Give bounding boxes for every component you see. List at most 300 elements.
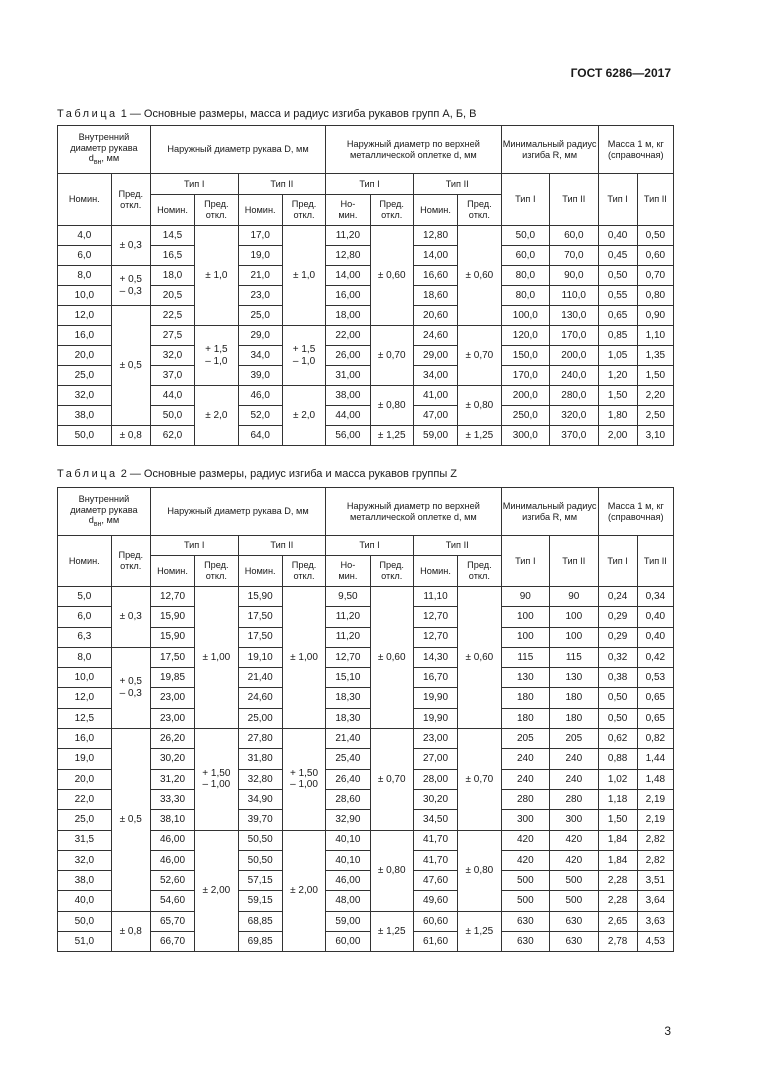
mass-type2-cell: 1,48 [637,769,673,789]
outer-type2-cell: 24,60 [238,688,282,708]
inner-diameter-cell: 10,0 [58,668,112,688]
braid-diameter-header: Наружный диаметр по верхней металлической оплетке d, мм [326,488,501,536]
tolerance-subheader: Пред. откл. [195,195,238,226]
table-row [58,587,674,607]
outer-type2-cell: 69,85 [238,932,282,952]
table-row [58,911,674,931]
tolerance-subheader: Пред. откл. [195,556,238,587]
outer-type2-cell: 17,0 [238,226,282,246]
outer-type1-cell: 31,20 [150,769,194,789]
mass-type1-cell: 0,88 [598,749,637,769]
outer-type2-tolerance-cell: ± 1,00 [282,587,325,729]
tolerance-subheader: Пред. откл. [282,195,325,226]
outer-type2-cell: 27,80 [238,729,282,749]
braid-type2-cell: 16,60 [413,266,457,286]
braid-type1-cell: 26,00 [326,346,370,366]
outer-type2-cell: 15,90 [238,587,282,607]
inner-diameter-cell: 6,3 [58,627,112,647]
outer-type2-cell: 57,15 [238,871,282,891]
braid-type1-cell: 38,00 [326,386,370,406]
min-radius-header: Минимальный радиус изгиба R, мм [501,488,598,536]
braid-type2-tolerance-cell: ± 1,25 [458,426,501,446]
radius-type1-cell: 120,0 [501,326,549,346]
braid-type1-cell: 12,80 [326,246,370,266]
mass-type2-cell: 4,53 [637,932,673,952]
inner-diameter-cell: 50,0 [58,426,112,446]
braid-type1-cell: 14,00 [326,266,370,286]
outer-type1-tolerance-cell: ± 2,0 [195,386,238,446]
radius-type2-cell: 90 [550,587,599,607]
braid-type1-cell: 26,40 [326,769,370,789]
table-row [58,769,674,789]
table-row [58,810,674,830]
outer-type1-tolerance-cell: ± 2,00 [195,830,238,952]
mass-type1-cell: 0,85 [598,326,637,346]
radius-type2-header: Тип II [550,536,599,587]
nomin-subheader: Номин. [150,556,194,587]
outer-diameter-header: Наружный диаметр рукава D, мм [150,488,325,536]
inner-tolerance-cell: + 0,5 – 0,3 [111,647,150,728]
braid-type2-tolerance-cell: ± 1,25 [458,911,501,952]
inner-diameter-cell: 4,0 [58,226,112,246]
table-row [58,306,674,326]
mass-type2-cell: 2,19 [637,789,673,809]
outer-type2-cell: 59,15 [238,891,282,911]
braid-type2-cell: 12,80 [413,226,457,246]
braid-type2-cell: 41,70 [413,830,457,850]
radius-type2-cell: 70,0 [550,246,599,266]
tolerance-subheader: Пред. откл. [458,556,501,587]
mass-type2-cell: 2,50 [637,406,673,426]
mass-type1-cell: 0,32 [598,647,637,667]
table-row [58,426,674,446]
braid-diameter-header: Наружный диаметр по верхней металлической оплетке d, мм [326,126,501,174]
table-row [58,891,674,911]
mass-type2-cell: 0,50 [637,226,673,246]
radius-type2-cell: 205 [550,729,599,749]
inner-diameter-cell: 38,0 [58,406,112,426]
outer-type2-cell: 23,0 [238,286,282,306]
braid-type1-cell: 11,20 [326,607,370,627]
radius-type2-cell: 100 [550,607,599,627]
radius-type1-cell: 280 [501,789,549,809]
inner-diameter-cell: 12,5 [58,708,112,728]
radius-type1-cell: 100 [501,627,549,647]
inner-diameter-cell: 20,0 [58,346,112,366]
braid-type1-tolerance-cell: ± 1,25 [370,911,413,952]
braid-type1-cell: 12,70 [326,647,370,667]
radius-type2-cell: 370,0 [550,426,599,446]
mass-type2-cell: 2,82 [637,850,673,870]
inner-diameter-cell: 6,0 [58,246,112,266]
braid-type2-cell: 23,00 [413,729,457,749]
radius-type1-cell: 80,0 [501,286,549,306]
braid-type2-cell: 61,60 [413,932,457,952]
tolerance-subheader: Пред. откл. [370,195,413,226]
outer-type2-tolerance-cell: ± 1,0 [282,226,325,326]
standard-header: ГОСТ 6286—2017 [570,66,671,80]
radius-type1-cell: 300 [501,810,549,830]
outer-type2-cell: 52,0 [238,406,282,426]
mass-type1-header: Тип I [598,536,637,587]
table-row [58,688,674,708]
radius-type2-cell: 420 [550,830,599,850]
table-row [58,346,674,366]
table1 [57,125,674,446]
mass-type1-cell: 0,62 [598,729,637,749]
outer-type1-tolerance-cell: ± 1,0 [195,226,238,326]
braid-type1-tolerance-cell: ± 0,80 [370,830,413,911]
braid-type1-header: Тип I [326,536,414,556]
radius-type2-cell: 500 [550,891,599,911]
outer-diameter-header: Наружный диаметр рукава D, мм [150,126,325,174]
mass-type1-cell: 2,28 [598,891,637,911]
radius-type2-cell: 300 [550,810,599,830]
radius-type1-header: Тип I [501,174,549,226]
outer-type1-cell: 20,5 [150,286,194,306]
outer-type2-cell: 46,0 [238,386,282,406]
outer-type1-cell: 16,5 [150,246,194,266]
mass-type1-cell: 1,50 [598,386,637,406]
outer-type1-tolerance-cell: + 1,5 – 1,0 [195,326,238,386]
inner-tolerance-cell: ± 0,5 [111,306,150,426]
braid-type2-cell: 41,00 [413,386,457,406]
outer-type2-cell: 25,00 [238,708,282,728]
radius-type2-cell: 240 [550,769,599,789]
inner-diameter-cell: 8,0 [58,647,112,667]
outer-type1-cell: 23,00 [150,688,194,708]
radius-type2-cell: 180 [550,688,599,708]
mass-type1-cell: 1,84 [598,850,637,870]
mass-type1-cell: 0,50 [598,266,637,286]
table-row [58,366,674,386]
table-row [58,386,674,406]
tolerance-header: Пред. откл. [111,536,150,587]
braid-type2-cell: 12,70 [413,627,457,647]
braid-type2-tolerance-cell: ± 0,60 [458,226,501,326]
min-radius-header: Минимальный радиус изгиба R, мм [501,126,598,174]
outer-type2-cell: 39,0 [238,366,282,386]
radius-type1-cell: 180 [501,708,549,728]
inner-diameter-cell: 50,0 [58,911,112,931]
radius-type1-cell: 80,0 [501,266,549,286]
mass-type2-cell: 3,10 [637,426,673,446]
radius-type1-cell: 500 [501,871,549,891]
table-row [58,871,674,891]
braid-type2-header: Тип II [413,536,501,556]
braid-type2-cell: 14,30 [413,647,457,667]
table-row [58,266,674,286]
radius-type2-cell: 200,0 [550,346,599,366]
outer-type1-tolerance-cell: + 1,50 – 1,00 [195,729,238,830]
table-row [58,627,674,647]
nomin-subheader: Но- мин. [326,556,370,587]
outer-type2-cell: 50,50 [238,850,282,870]
braid-type2-cell: 30,20 [413,789,457,809]
radius-type1-cell: 630 [501,932,549,952]
mass-type2-cell: 0,34 [637,587,673,607]
outer-type1-cell: 62,0 [150,426,194,446]
inner-diameter-cell: 32,0 [58,850,112,870]
outer-type1-cell: 46,00 [150,850,194,870]
mass-type2-cell: 1,10 [637,326,673,346]
radius-type1-cell: 115 [501,647,549,667]
outer-type2-cell: 32,80 [238,769,282,789]
inner-diameter-cell: 20,0 [58,769,112,789]
braid-type1-cell: 48,00 [326,891,370,911]
table2-caption-word: Таблица [57,468,118,480]
table-row [58,789,674,809]
outer-type1-cell: 15,90 [150,607,194,627]
inner-diameter-cell: 16,0 [58,326,112,346]
tolerance-subheader: Пред. откл. [458,195,501,226]
braid-type2-cell: 28,00 [413,769,457,789]
radius-type1-cell: 100 [501,607,549,627]
braid-type2-cell: 34,00 [413,366,457,386]
mass-type2-cell: 1,44 [637,749,673,769]
mass-type2-cell: 0,80 [637,286,673,306]
outer-type1-cell: 17,50 [150,647,194,667]
radius-type2-cell: 630 [550,932,599,952]
mass-type2-header: Тип II [637,174,673,226]
radius-type2-cell: 110,0 [550,286,599,306]
outer-type2-tolerance-cell: + 1,5 – 1,0 [282,326,325,386]
mass-type1-cell: 0,24 [598,587,637,607]
outer-type2-tolerance-cell: + 1,50 – 1,00 [282,729,325,830]
radius-type1-cell: 60,0 [501,246,549,266]
outer-type2-cell: 29,0 [238,326,282,346]
mass-type1-cell: 2,28 [598,871,637,891]
table1-caption [57,108,477,120]
braid-type2-cell: 34,50 [413,810,457,830]
nomin-subheader: Но- мин. [326,195,370,226]
braid-type1-cell: 16,00 [326,286,370,306]
table-row [58,286,674,306]
inner-diameter-cell: 12,0 [58,306,112,326]
radius-type1-cell: 250,0 [501,406,549,426]
tolerance-header: Пред. откл. [111,174,150,226]
nomin-subheader: Номин. [150,195,194,226]
outer-type2-tolerance-cell: ± 2,00 [282,830,325,952]
outer-type2-tolerance-cell: ± 2,0 [282,386,325,446]
braid-type2-cell: 20,60 [413,306,457,326]
mass-type1-cell: 0,65 [598,306,637,326]
inner-diameter-cell: 12,0 [58,688,112,708]
mass-type2-cell: 0,65 [637,688,673,708]
outer-type2-cell: 34,0 [238,346,282,366]
braid-type1-cell: 25,40 [326,749,370,769]
braid-type1-cell: 22,00 [326,326,370,346]
braid-type2-cell: 59,00 [413,426,457,446]
mass-type2-cell: 0,65 [637,708,673,728]
table-row [58,647,674,667]
braid-type1-cell: 44,00 [326,406,370,426]
outer-type2-cell: 50,50 [238,830,282,850]
outer-type2-cell: 19,10 [238,647,282,667]
radius-type1-cell: 200,0 [501,386,549,406]
inner-tolerance-cell: ± 0,3 [111,587,150,648]
mass-type2-cell: 0,53 [637,668,673,688]
braid-type2-cell: 24,60 [413,326,457,346]
nomin-header: Номин. [58,536,112,587]
inner-diameter-cell: 38,0 [58,871,112,891]
radius-type2-cell: 180 [550,708,599,728]
outer-type2-cell: 68,85 [238,911,282,931]
mass-type1-cell: 0,45 [598,246,637,266]
braid-type2-tolerance-cell: ± 0,80 [458,386,501,426]
table-row [58,830,674,850]
radius-type1-cell: 500 [501,891,549,911]
mass-type2-cell: 1,35 [637,346,673,366]
radius-type1-cell: 150,0 [501,346,549,366]
table2 [57,487,674,952]
nomin-subheader: Номин. [413,195,457,226]
inner-diameter-cell: 19,0 [58,749,112,769]
braid-type1-cell: 18,30 [326,688,370,708]
braid-type2-cell: 12,70 [413,607,457,627]
nomin-subheader: Номин. [413,556,457,587]
braid-type1-cell: 59,00 [326,911,370,931]
outer-type2-cell: 31,80 [238,749,282,769]
radius-type1-cell: 170,0 [501,366,549,386]
radius-type1-cell: 100,0 [501,306,549,326]
braid-type1-tolerance-cell: ± 0,60 [370,226,413,326]
braid-type2-cell: 19,90 [413,688,457,708]
radius-type2-cell: 100 [550,627,599,647]
outer-type2-cell: 21,0 [238,266,282,286]
radius-type2-cell: 90,0 [550,266,599,286]
inner-diameter-cell: 25,0 [58,810,112,830]
mass-type1-cell: 0,38 [598,668,637,688]
outer-type1-cell: 65,70 [150,911,194,931]
table-row [58,607,674,627]
mass-type1-cell: 0,50 [598,688,637,708]
braid-type2-cell: 27,00 [413,749,457,769]
inner-diameter-header: Внутренний диаметр рукава $d_{вн}$, мм [58,488,151,536]
outer-type1-cell: 27,5 [150,326,194,346]
table1-caption-text: 1 — Основные размеры, масса и радиус изгиба рукавов групп А, Б, В [120,108,477,120]
braid-type2-tolerance-cell: ± 0,60 [458,587,501,729]
mass-type1-cell: 1,20 [598,366,637,386]
mass-type2-cell: 0,40 [637,627,673,647]
radius-type1-cell: 90 [501,587,549,607]
radius-type1-cell: 205 [501,729,549,749]
inner-tolerance-cell: ± 0,3 [111,226,150,266]
braid-type2-cell: 18,60 [413,286,457,306]
braid-type2-tolerance-cell: ± 0,70 [458,326,501,386]
braid-type1-cell: 15,10 [326,668,370,688]
table-row [58,749,674,769]
mass-type1-cell: 1,02 [598,769,637,789]
mass-type1-cell: 0,55 [598,286,637,306]
outer-type1-cell: 66,70 [150,932,194,952]
outer-type1-tolerance-cell: ± 1,00 [195,587,238,729]
radius-type2-cell: 170,0 [550,326,599,346]
radius-type1-cell: 180 [501,688,549,708]
radius-type2-cell: 500 [550,871,599,891]
mass-type1-cell: 1,05 [598,346,637,366]
braid-type2-cell: 14,00 [413,246,457,266]
radius-type2-cell: 420 [550,850,599,870]
inner-diameter-cell: 51,0 [58,932,112,952]
outer-type2-cell: 34,90 [238,789,282,809]
mass-type2-cell: 3,64 [637,891,673,911]
braid-type2-tolerance-cell: ± 0,80 [458,830,501,911]
outer-type1-header: Тип I [150,536,238,556]
mass-type1-cell: 2,00 [598,426,637,446]
outer-type1-cell: 54,60 [150,891,194,911]
braid-type2-cell: 47,00 [413,406,457,426]
radius-type1-header: Тип I [501,536,549,587]
braid-type1-tolerance-cell: ± 0,70 [370,326,413,386]
nomin-header: Номин. [58,174,112,226]
radius-type2-cell: 115 [550,647,599,667]
outer-type1-cell: 23,00 [150,708,194,728]
mass-type2-cell: 0,40 [637,607,673,627]
mass-type1-cell: 2,78 [598,932,637,952]
mass-type2-cell: 2,19 [637,810,673,830]
inner-tolerance-cell: ± 0,8 [111,911,150,952]
braid-type2-cell: 11,10 [413,587,457,607]
mass-header: Масса 1 м, кг (справочная) [598,488,673,536]
page-number: 3 [664,1024,671,1038]
mass-type2-cell: 2,82 [637,830,673,850]
mass-type2-header: Тип II [637,536,673,587]
braid-type1-cell: 21,40 [326,729,370,749]
outer-type2-header: Тип II [238,174,326,195]
radius-type1-cell: 130 [501,668,549,688]
inner-diameter-header: Внутренний диаметр рукава $d_{вн}$, мм [58,126,151,174]
inner-tolerance-cell: ± 0,8 [111,426,150,446]
radius-type2-cell: 630 [550,911,599,931]
radius-type1-cell: 50,0 [501,226,549,246]
mass-type1-cell: 1,18 [598,789,637,809]
mass-type1-cell: 0,50 [598,708,637,728]
braid-type2-header: Тип II [413,174,501,195]
mass-type2-cell: 0,82 [637,729,673,749]
inner-diameter-cell: 32,0 [58,386,112,406]
braid-type1-cell: 18,30 [326,708,370,728]
braid-type2-cell: 41,70 [413,850,457,870]
outer-type1-cell: 15,90 [150,627,194,647]
braid-type1-cell: 11,20 [326,627,370,647]
outer-type2-cell: 64,0 [238,426,282,446]
outer-type1-cell: 44,0 [150,386,194,406]
inner-diameter-cell: 22,0 [58,789,112,809]
radius-type2-cell: 280,0 [550,386,599,406]
braid-type2-cell: 29,00 [413,346,457,366]
radius-type1-cell: 300,0 [501,426,549,446]
outer-type2-header: Тип II [238,536,326,556]
mass-type1-cell: 1,50 [598,810,637,830]
table-row [58,406,674,426]
table-row [58,668,674,688]
braid-type2-cell: 60,60 [413,911,457,931]
radius-type2-cell: 60,0 [550,226,599,246]
table2-caption-text: 2 — Основные размеры, радиус изгиба и масса рукавов группы Z [120,468,458,480]
radius-type2-cell: 240 [550,749,599,769]
mass-type2-cell: 0,42 [637,647,673,667]
inner-diameter-cell: 10,0 [58,286,112,306]
mass-type1-cell: 2,65 [598,911,637,931]
nomin-subheader: Номин. [238,556,282,587]
tolerance-subheader: Пред. откл. [370,556,413,587]
braid-type1-cell: 18,00 [326,306,370,326]
braid-type2-cell: 47,60 [413,871,457,891]
braid-type1-tolerance-cell: ± 1,25 [370,426,413,446]
radius-type2-cell: 240,0 [550,366,599,386]
mass-type2-cell: 3,63 [637,911,673,931]
